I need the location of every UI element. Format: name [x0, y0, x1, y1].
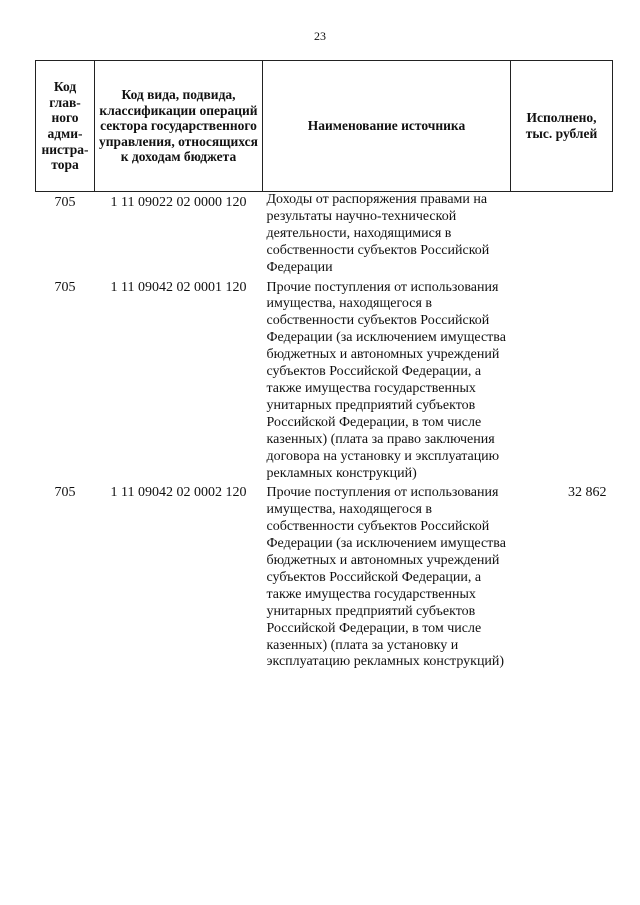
header-source-name	[263, 61, 511, 192]
table-row	[36, 192, 613, 277]
executed-amount-cell: 32 862	[568, 485, 607, 501]
header-source-name-label: Наименование источника	[307, 118, 466, 134]
header-executed-label: Исполнено, тыс. рублей	[525, 110, 598, 141]
header-admin-code	[36, 61, 95, 192]
header-classification-code-label: Код вида, подвида, классификации операций сектора государственного управления, относящихся к доходам бюджета	[99, 87, 258, 165]
executed-amount-cell	[511, 280, 613, 483]
source-name-cell: Прочие поступления от использования имущества, находящегося в собственности субъектов Российской Федерации (за исключением имущества бюджетных и автономных учреждений субъектов Российской Федерации, а также имущества государственных унитарных предприятий субъектов Российской Федерации, в том числе казенных) (плата за право заключения договора на установку и эксплуатацию рекламных конструкций)	[266, 279, 506, 481]
table-row	[36, 485, 613, 671]
header-executed	[511, 61, 613, 192]
revenue-table	[35, 60, 613, 671]
classification-code-cell: 1 11 09042 02 0001 120	[110, 279, 247, 295]
classification-code-cell: 1 11 09022 02 0000 120	[110, 195, 247, 210]
classification-code-cell: 1 11 09042 02 0002 120	[110, 485, 247, 501]
table-row	[36, 280, 613, 483]
table-header	[36, 61, 613, 192]
admin-code-cell: 705	[54, 279, 76, 295]
header-admin-code-label: Код глав-ного адми-нистра-тора	[41, 79, 89, 173]
source-name-cell: Доходы от распоряжения правами на результаты научно-технической деятельности, находящимися в собственности субъектов Российской Федерации	[266, 192, 490, 275]
source-name-cell: Прочие поступления от использования имущества, находящегося в собственности субъектов Российской Федерации (за исключением имущества бюджетных и автономных учреждений субъектов Российской Федерации, а также имущества государственных унитарных предприятий субъектов Российской Федерации, в том числе казенных) (плата за установку и эксплуатацию рекламных конструкций)	[266, 485, 506, 670]
admin-code-cell: 705	[54, 485, 76, 501]
header-classification-code	[95, 61, 263, 192]
executed-amount-cell	[511, 192, 613, 277]
admin-code-cell: 705	[54, 195, 76, 210]
page-number: 23	[314, 29, 326, 43]
